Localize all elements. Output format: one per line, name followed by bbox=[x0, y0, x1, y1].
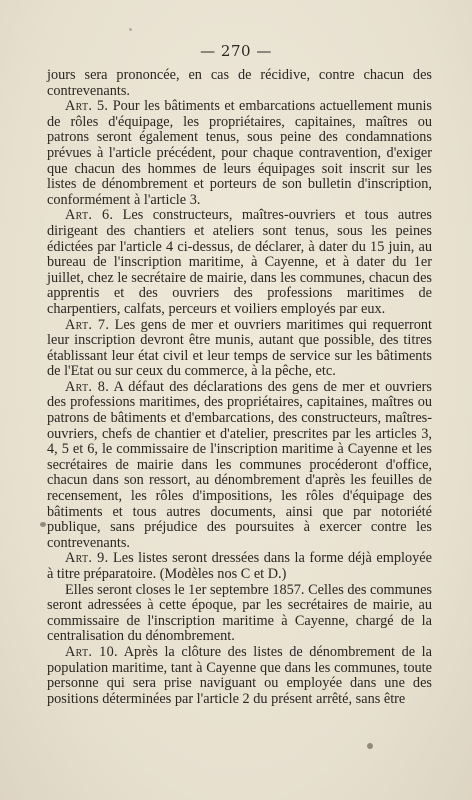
paragraph-text: Les listes seront dressées dans la forme déjà employée à titre préparatoire. (Modèles nos C et D.) bbox=[47, 550, 432, 582]
paragraph-article-9 bbox=[47, 551, 432, 582]
paragraph-article-10 bbox=[47, 645, 432, 707]
paragraph-article-6 bbox=[47, 208, 432, 317]
article-label: Art. 9. bbox=[65, 550, 109, 567]
paragraph-text: Elles seront closes le 1er septembre 1857. Celles des communes seront adressées à cette époque, par les secrétaires de mairie, au commissaire de l'inscription maritime à Cayenne, chargé de la centralisation du dénombrement. bbox=[47, 581, 432, 645]
ink-spot-icon bbox=[40, 522, 46, 527]
article-label: Art. 5. bbox=[65, 98, 109, 115]
article-label: Art. 8. bbox=[65, 378, 110, 395]
paragraph-article-8 bbox=[47, 380, 432, 552]
paragraph-article-7 bbox=[47, 318, 432, 380]
paragraph-text: Les gens de mer et ouvriers maritimes qui requerront leur inscription devront être munis, autant que possible, des titres établissant leur état civil et leur temps de service sur les bâtiments de l'Etat ou sur ceux du commerce, à la pêche, etc. bbox=[47, 316, 432, 380]
body-text bbox=[47, 68, 432, 707]
article-label: Art. 7. bbox=[65, 316, 110, 333]
ink-spot-icon bbox=[367, 743, 373, 749]
article-label: Art. 10. bbox=[65, 643, 118, 660]
paragraph-text: Les constructeurs, maîtres-ouvriers et tous autres dirigeant des chantiers et ateliers sont tenus, sous les peines édictées par l'article 4 ci-dessus, de déclarer, à dater du 15 juin, au bureau de l'inscription maritime, à Cayenne, et à dater du 1er juillet, chez le secrétaire de mairie, dans les communes, chacun des apprentis et des ouvriers des professions maritimes de charpentiers, calfats, perceurs et voiliers employés par eux. bbox=[47, 207, 432, 317]
paragraph-article-9-continued bbox=[47, 583, 432, 645]
page-number: — 270 — bbox=[200, 42, 272, 60]
paragraph-article-5 bbox=[47, 99, 432, 208]
paragraph-text: Pour les bâtiments et embarcations actuellement munis de rôles d'équipage, les propriétaires, capitaines, maîtres ou patrons seront également tenus, sous peine des condamnations prévues à l'article précédent, pour chaque contravention, d'exiger que chacun des hommes de leurs équipages soit inscrit sur les listes de dénombrement et porteurs de son bulletin d'inscription, conformément à l'article 3. bbox=[47, 98, 432, 208]
paragraph-text: A défaut des déclarations des gens de mer et ouvriers des professions maritimes, des propriétaires, capitaines, maîtres ou patrons de bâtiments et d'embarcations, des constructeurs, maîtres-ouvriers, chefs de chantier et d'atelier, prescrites par les articles 3, 4, 5 et 6, le commissaire de l'inscription maritime à Cayenne et les secrétaires de mairie dans les communes procéderont d'office, chacun dans son ressort, au dénombrement d'après les feuilles de recensement, les rôles d'impositions, les rôles d'équipage des bâtiments et tous autres documents, ainsi que par notoriété publique, sans préjudice des poursuites à exercer contre les contrevenants. bbox=[47, 378, 432, 551]
paragraph-text: jours sera prononcée, en cas de récidive, contre chacun des contrevenants. bbox=[47, 67, 432, 99]
article-label: Art. 6. bbox=[65, 207, 114, 224]
paragraph-continuation bbox=[47, 68, 432, 99]
ink-spot-icon bbox=[129, 28, 132, 31]
paragraph-text: Après la clôture des listes de dénombrement de la population maritime, tant à Cayenne que dans les communes, toute personne qui sera prise naviguant ou employée dans une des positions déterminées par l'article 2 du présent arrêté, sans être bbox=[47, 643, 432, 707]
